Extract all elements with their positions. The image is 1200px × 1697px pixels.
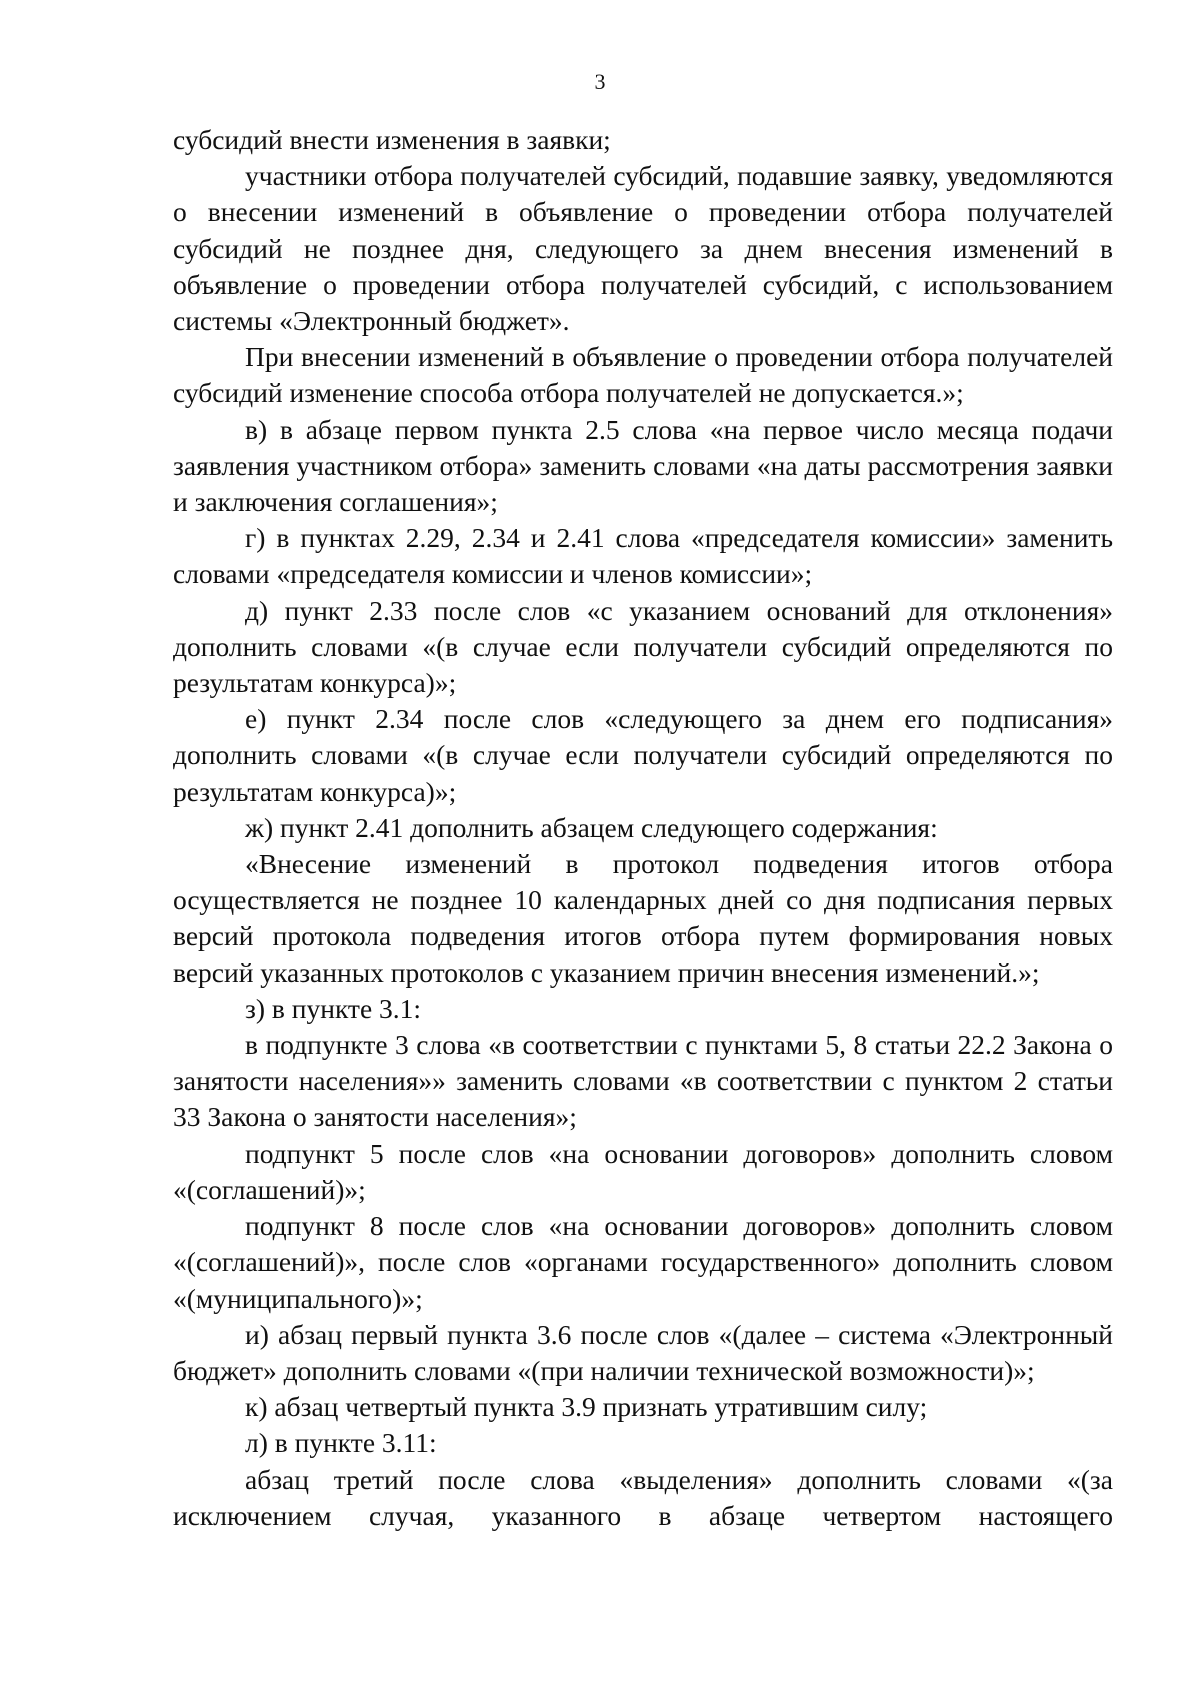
paragraph: г) в пунктах 2.29, 2.34 и 2.41 слова «председателя комиссии» заменить словами «председателя комиссии и членов комиссии»; (173, 522, 1113, 590)
paragraph: и) абзац первый пункта 3.6 после слов «(далее – система «Электронный бюджет» дополнить словами «(при наличии технической возможности)»; (173, 1318, 1113, 1386)
paragraph: участники отбора получателей субсидий, подавшие заявку, уведомляются о внесении изменений в объявление о проведении отбора получателей субсидий не позднее дня, следующего за днем внесения изменений в объявление о проведении отбора получателей субсидий, с использованием системы «Электронный бюджет». (173, 160, 1113, 337)
paragraph: абзац третий после слова «выделения» дополнить словами «(за исключением случая, указанного в абзаце четвертом настоящего (173, 1463, 1113, 1531)
paragraph: подпункт 5 после слов «на основании договоров» дополнить словом «(соглашений)»; (173, 1137, 1113, 1205)
document-body (173, 122, 1113, 1534)
page-number: 3 (594, 69, 606, 94)
paragraph: подпункт 8 после слов «на основании договоров» дополнить словом «(соглашений)», после слов «органами государственного» дополнить словом «(муниципального)»; (173, 1210, 1113, 1314)
paragraph: в подпункте 3 слова «в соответствии с пунктами 5, 8 статьи 22.2 Закона о занятости населения»» заменить словами «в соответствии с пунктом 2 статьи 33 Закона о занятости населения»; (173, 1029, 1113, 1133)
paragraph: к) абзац четвертый пункта 3.9 признать утратившим силу; (245, 1391, 928, 1423)
paragraph: з) в пункте 3.1: (245, 992, 422, 1024)
paragraph: л) в пункте 3.11: (245, 1427, 437, 1459)
paragraph: субсидий внести изменения в заявки; (173, 124, 611, 155)
paragraph: «Внесение изменений в протокол подведения итогов отбора осуществляется не позднее 10 календарных дней со дня подписания первых версий протокола подведения итогов отбора путем формирования новых версий указанных протоколов с указанием причин внесения изменений.»; (173, 848, 1113, 988)
paragraph: д) пункт 2.33 после слов «с указанием оснований для отклонения» дополнить словами «(в случае если получатели субсидий определяются по результатам конкурса)»; (173, 594, 1113, 699)
paragraph: При внесении изменений в объявление о проведении отбора получателей субсидий изменение способа отбора получателей не допускается.»; (173, 341, 1113, 409)
paragraph: ж) пункт 2.41 дополнить абзацем следующего содержания: (245, 811, 938, 843)
paragraph: в) в абзаце первом пункта 2.5 слова «на первое число месяца подачи заявления участником отбора» заменить словами «на даты рассмотрения заявки и заключения соглашения»; (173, 413, 1113, 518)
paragraph: е) пункт 2.34 после слов «следующего за днем его подписания» дополнить словами «(в случае если получатели субсидий определяются по результатам конкурса)»; (173, 703, 1113, 807)
